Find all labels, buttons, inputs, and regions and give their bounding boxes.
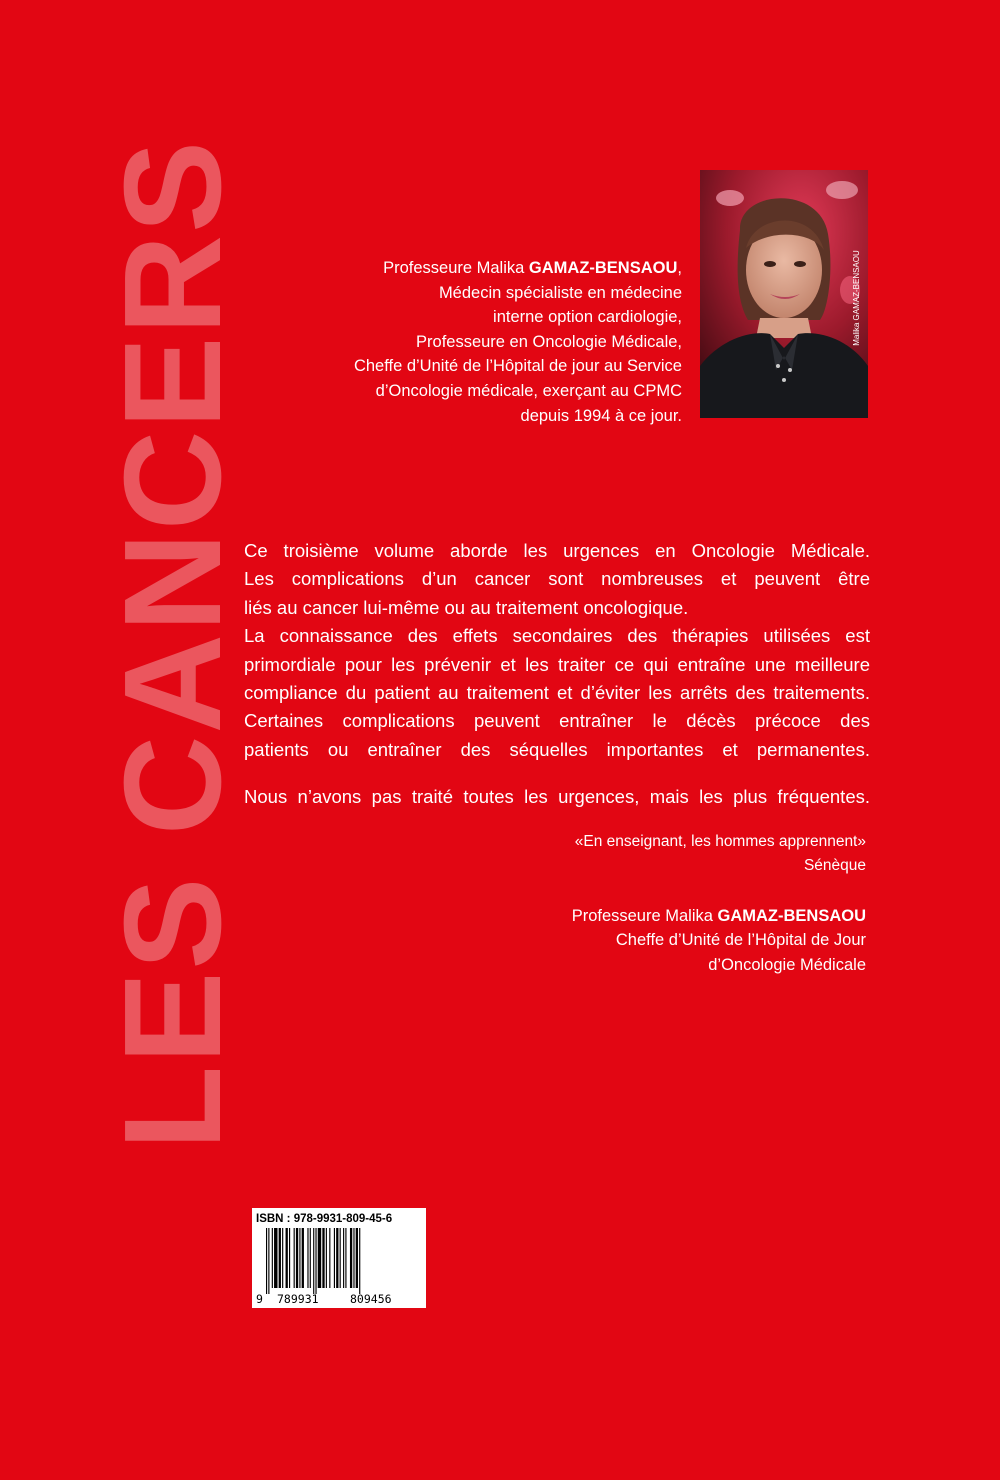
intro-line: Certaines complications peuvent entraîner le décès précoce des <box>244 710 870 732</box>
intro-line: La connaissance des effets secondaires des thérapies utilisées est <box>244 625 870 647</box>
barcode-bar <box>307 1228 308 1288</box>
barcode-bar <box>282 1228 283 1288</box>
bio-line-6: d’Oncologie médicale, exerçant au CPMC <box>375 381 682 400</box>
bio-line-1 <box>250 256 682 281</box>
quote-text: «En enseignant, les hommes apprennent» <box>574 833 866 850</box>
barcode-bar <box>353 1228 354 1288</box>
barcode-bar <box>326 1228 327 1288</box>
bio-line-5: Cheffe d’Unité de l’Hôpital de jour au Service <box>353 357 682 376</box>
barcode-bars-icon <box>266 1228 416 1294</box>
author-photo <box>700 170 868 418</box>
bio-line-3: interne option cardiologie, <box>493 308 682 327</box>
barcode-bar <box>334 1228 335 1288</box>
barcode-bar <box>294 1228 295 1288</box>
barcode-bar <box>343 1228 344 1288</box>
intro-line: patients ou entraîner des séquelles importantes et permanentes. <box>244 738 870 760</box>
signature-line-3: d’Oncologie Médicale <box>708 955 866 974</box>
barcode-digits-left: 789931 <box>277 1292 319 1306</box>
signature-title: Professeure Malika <box>571 907 718 925</box>
barcode-bar <box>356 1228 358 1288</box>
bio-line-7: depuis 1994 à ce jour. <box>520 406 682 425</box>
barcode-bar <box>274 1228 277 1288</box>
intro-line: compliance du patient au traitement et d’éviter les arrêts des traitements. <box>244 682 870 704</box>
barcode-bar <box>268 1228 269 1294</box>
barcode-bar <box>345 1228 346 1288</box>
isbn-label: ISBN : 978-9931-809-45-6 <box>256 1213 393 1225</box>
bio-line-2: Médecin spécialiste en médecine <box>438 283 682 302</box>
bio-comma: , <box>677 259 682 277</box>
barcode-bar <box>322 1228 324 1288</box>
bio-line-4: Professeure en Oncologie Médicale, <box>416 332 682 351</box>
isbn-barcode <box>252 1208 426 1308</box>
signature-line-2: Cheffe d’Unité de l’Hôpital de Jour <box>615 931 866 950</box>
spine-title: LES CANCERS <box>96 138 250 1150</box>
intro-line: liés au cancer lui-même ou au traitement oncologique. <box>244 596 689 618</box>
barcode-bar <box>266 1228 267 1294</box>
barcode-bar <box>289 1228 290 1288</box>
barcode-bar <box>299 1228 300 1288</box>
barcode-bar <box>313 1228 314 1294</box>
barcode-bar <box>340 1228 341 1288</box>
barcode-bar <box>318 1228 321 1288</box>
bio-title: Professeure Malika <box>383 259 529 277</box>
signature-line-1 <box>460 904 866 928</box>
signature-name: GAMAZ-BENSAOU <box>717 907 866 925</box>
barcode-bar <box>350 1228 352 1288</box>
barcode-digits-right: 809456 <box>350 1292 392 1306</box>
barcode-bar <box>336 1228 338 1288</box>
intro-line: Ce troisième volume aborde les urgences en Oncologie Médicale. <box>244 540 870 561</box>
barcode-bar <box>359 1228 360 1294</box>
photo-credit: Malika GAMAZ-BENSAOU <box>852 250 861 346</box>
barcode-bar <box>310 1228 311 1288</box>
barcode-bar <box>272 1228 273 1288</box>
barcode-bar <box>286 1228 288 1288</box>
intro-paragraph <box>244 537 870 764</box>
barcode-bar <box>302 1228 304 1288</box>
intro-line: primordiale pour les prévenir et les traiter ce qui entraîne une meilleure <box>244 653 870 675</box>
closing-sentence: Nous n’avons pas traité toutes les urgences, mais les plus fréquentes. <box>244 786 870 807</box>
quote-author: Sénèque <box>803 857 866 874</box>
author-bio <box>250 256 682 428</box>
barcode-bar <box>279 1228 281 1288</box>
barcode-digit-first: 9 <box>256 1292 263 1306</box>
author-portrait-icon <box>700 170 868 418</box>
barcode-bar <box>329 1228 330 1288</box>
signature-block <box>460 904 866 977</box>
barcode-bar <box>315 1228 316 1294</box>
barcode-bar <box>296 1228 298 1288</box>
quote-block <box>460 830 866 878</box>
intro-line: Les complications d’un cancer sont nombreuses et peuvent être <box>244 568 870 590</box>
bio-author-name: GAMAZ-BENSAOU <box>528 259 678 277</box>
